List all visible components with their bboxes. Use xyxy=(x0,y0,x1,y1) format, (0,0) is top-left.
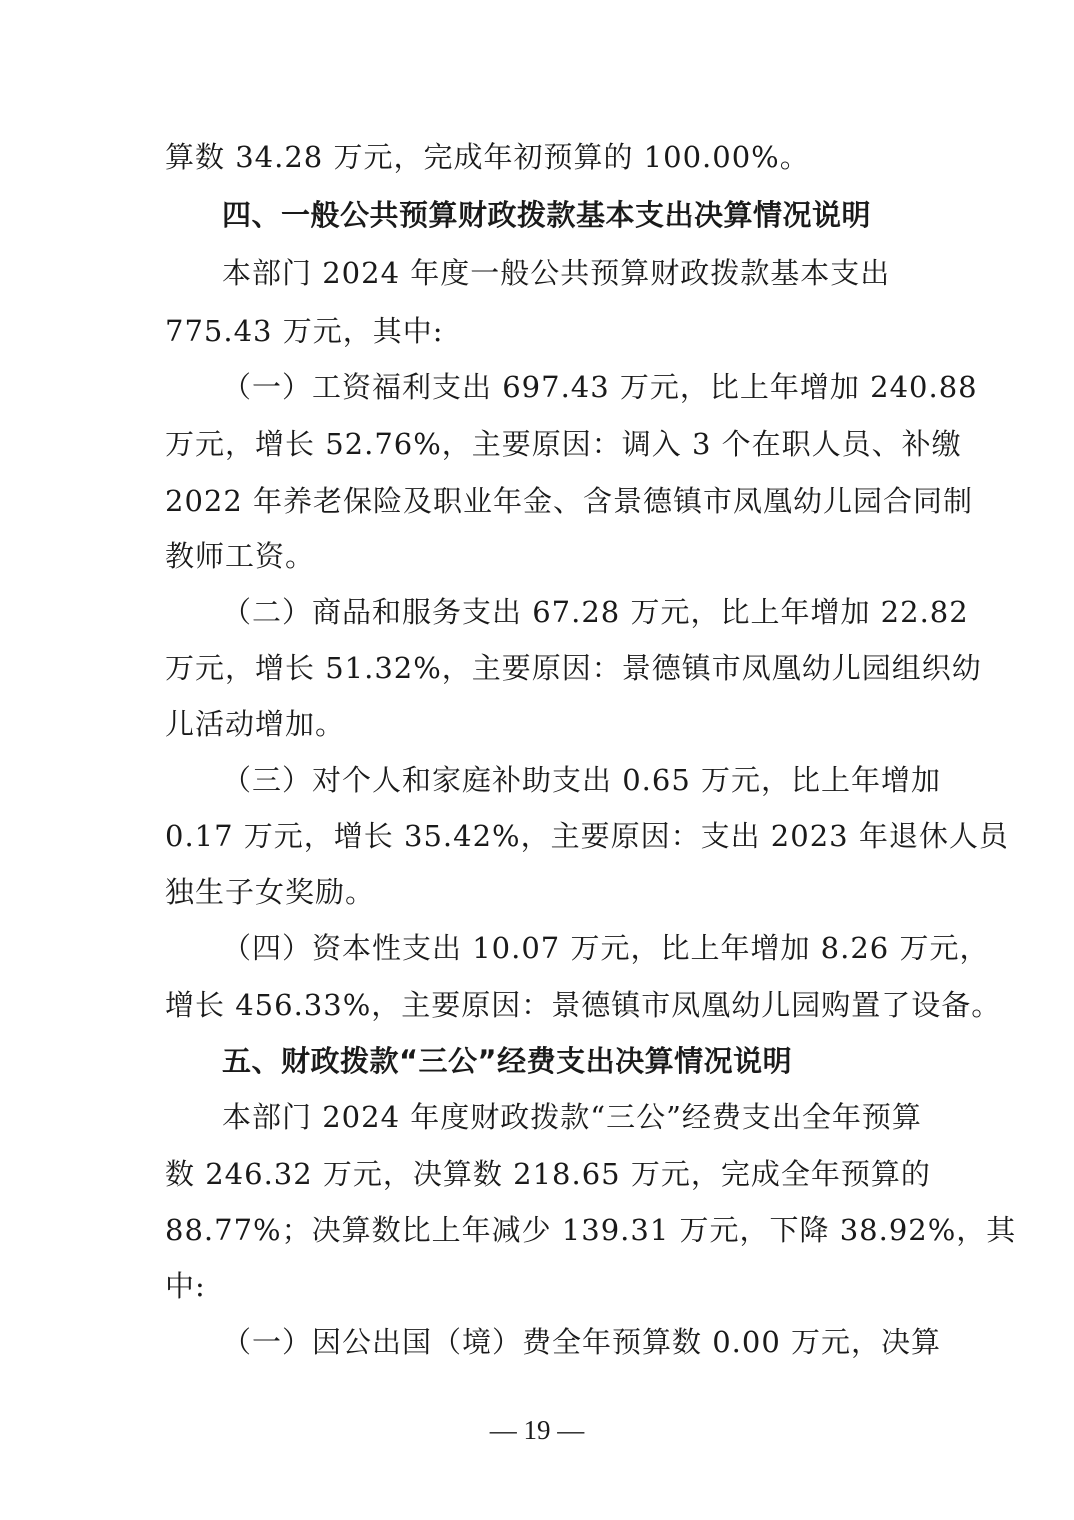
page-number: — 19 — xyxy=(489,1415,585,1445)
text-line-11: 儿活动增加。 xyxy=(165,707,346,741)
text-line-7: 2022 年养老保险及职业年金、含景德镇市凤凰幼儿园合同制 xyxy=(165,484,974,518)
section-heading-four: 四、一般公共预算财政拨款基本支出决算情况说明 xyxy=(222,198,872,232)
section-heading-five: 五、财政拨款“三公”经费支出决算情况说明 xyxy=(222,1044,793,1078)
text-line-22: （一）因公出国（境）费全年预算数 0.00 万元，决算 xyxy=(222,1325,942,1359)
text-line-5: （一）工资福利支出 697.43 万元，比上年增加 240.88 xyxy=(222,370,978,404)
text-line-12: （三）对个人和家庭补助支出 0.65 万元，比上年增加 xyxy=(222,763,942,797)
text-line-15: （四）资本性支出 10.07 万元，比上年增加 8.26 万元， xyxy=(222,931,990,965)
text-line-20: 88.77%；决算数比上年减少 139.31 万元，下降 38.92%，其 xyxy=(165,1213,1017,1247)
text-line-18: 本部门 2024 年度财政拨款“三公”经费支出全年预算 xyxy=(222,1100,922,1134)
text-line-21: 中: xyxy=(165,1269,206,1303)
text-line-3: 本部门 2024 年度一般公共预算财政拨款基本支出 xyxy=(222,256,891,290)
text-line-9: （二）商品和服务支出 67.28 万元，比上年增加 22.82 xyxy=(222,595,969,629)
text-line-16: 增长 456.33%，主要原因：景德镇市凤凰幼儿园购置了设备。 xyxy=(165,988,1002,1022)
text-line-1: 算数 34.28 万元，完成年初预算的 100.00%。 xyxy=(165,140,810,174)
text-line-14: 独生子女奖励。 xyxy=(165,875,376,909)
text-line-19: 数 246.32 万元，决算数 218.65 万元，完成全年预算的 xyxy=(165,1157,931,1191)
text-line-6: 万元，增长 52.76%，主要原因：调入 3 个在职人员、补缴 xyxy=(165,427,962,461)
text-line-13: 0.17 万元，增长 35.42%，主要原因：支出 2023 年退休人员 xyxy=(165,819,1009,853)
text-line-4: 775.43 万元，其中: xyxy=(165,314,444,348)
text-line-8: 教师工资。 xyxy=(165,539,316,573)
text-line-10: 万元，增长 51.32%，主要原因：景德镇市凤凰幼儿园组织幼 xyxy=(165,651,982,685)
